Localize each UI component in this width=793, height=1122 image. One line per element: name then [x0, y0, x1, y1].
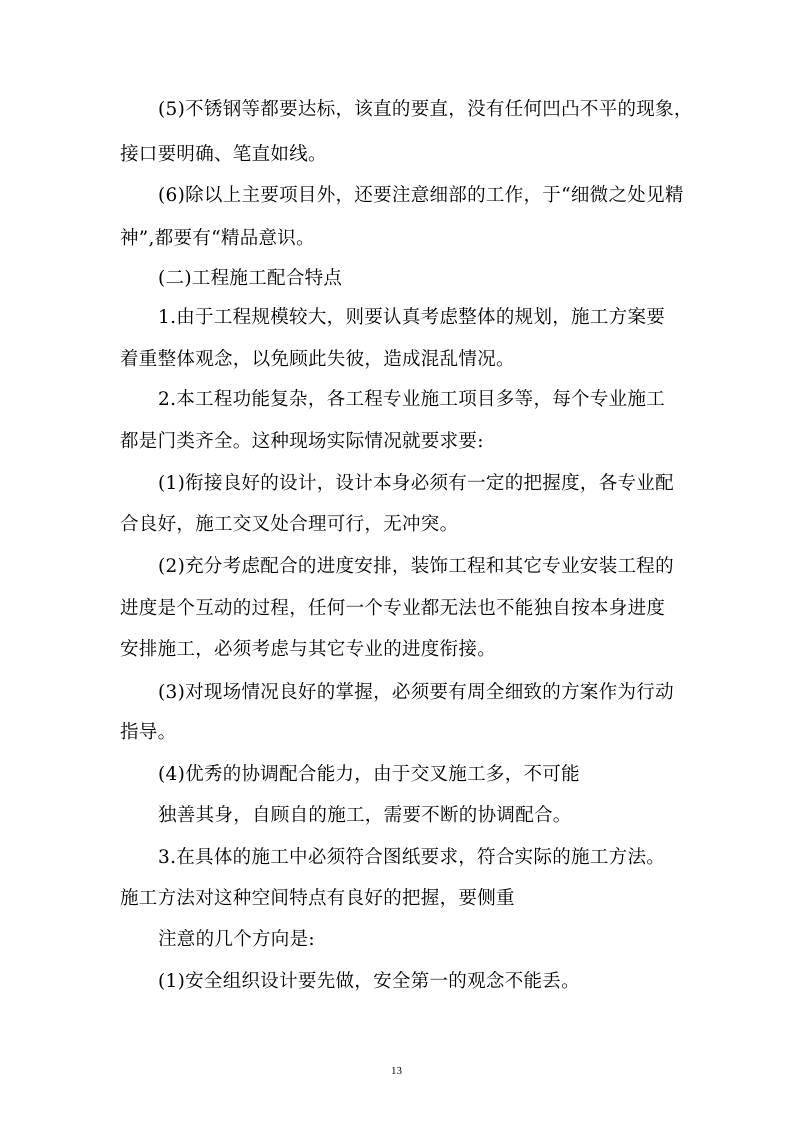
- text-line: 1.由于工程规模较大，则要认真考虑整体的规划，施工方案要: [158, 307, 666, 328]
- text-line: 指导。: [120, 722, 177, 743]
- text-line: 接口要明确、笔直如线。: [120, 144, 327, 165]
- text-line: 着重整体观念，以免顾此失彼，造成混乱情况。: [120, 349, 515, 370]
- text-line: (2)充分考虑配合的进度安排，装饰工程和其它专业安装工程的: [158, 556, 674, 577]
- text-line: 3.在具体的施工中必须符合图纸要求，符合实际的施工方法。: [158, 847, 666, 868]
- page-number: 13: [391, 1065, 402, 1077]
- text-line: 神”,都要有“精品意识。: [120, 228, 315, 249]
- text-line: 合良好，施工交叉处合理可行，无冲突。: [120, 514, 459, 535]
- text-line: (4)优秀的协调配合能力，由于交叉施工多，不可能: [158, 764, 580, 785]
- text-line: 进度是个互动的过程，任何一个专业都无法也不能独自按本身进度: [120, 598, 666, 619]
- text-line: 独善其身，自顾自的施工，需要不断的协调配合。: [158, 805, 572, 826]
- text-line: 都是门类齐全。这种现场实际情况就要求要:: [120, 431, 484, 452]
- text-line: (6)除以上主要项目外，还要注意细部的工作，于“细微之处见精: [158, 185, 684, 206]
- text-line: (1)衔接良好的设计，设计本身必须有一定的把握度，各专业配: [158, 473, 674, 494]
- text-line: (3)对现场情况良好的掌握，必须要有周全细致的方案作为行动: [158, 682, 674, 703]
- text-line: (5)不锈钢等都要达标，该直的要直，没有任何凹凸不平的现象，: [158, 99, 693, 120]
- section-heading: (二)工程施工配合特点: [158, 268, 343, 289]
- text-line: 2.本工程功能复杂，各工程专业施工项目多等，每个专业施工: [158, 389, 666, 410]
- text-line: (1)安全组织设计要先做，安全第一的观念不能丢。: [158, 971, 580, 992]
- text-line: 注意的几个方向是:: [158, 929, 315, 950]
- text-line: 安排施工，必须考虑与其它专业的进度衔接。: [120, 639, 497, 660]
- text-line: 施工方法对这种空间特点有良好的把握，要侧重: [120, 888, 515, 909]
